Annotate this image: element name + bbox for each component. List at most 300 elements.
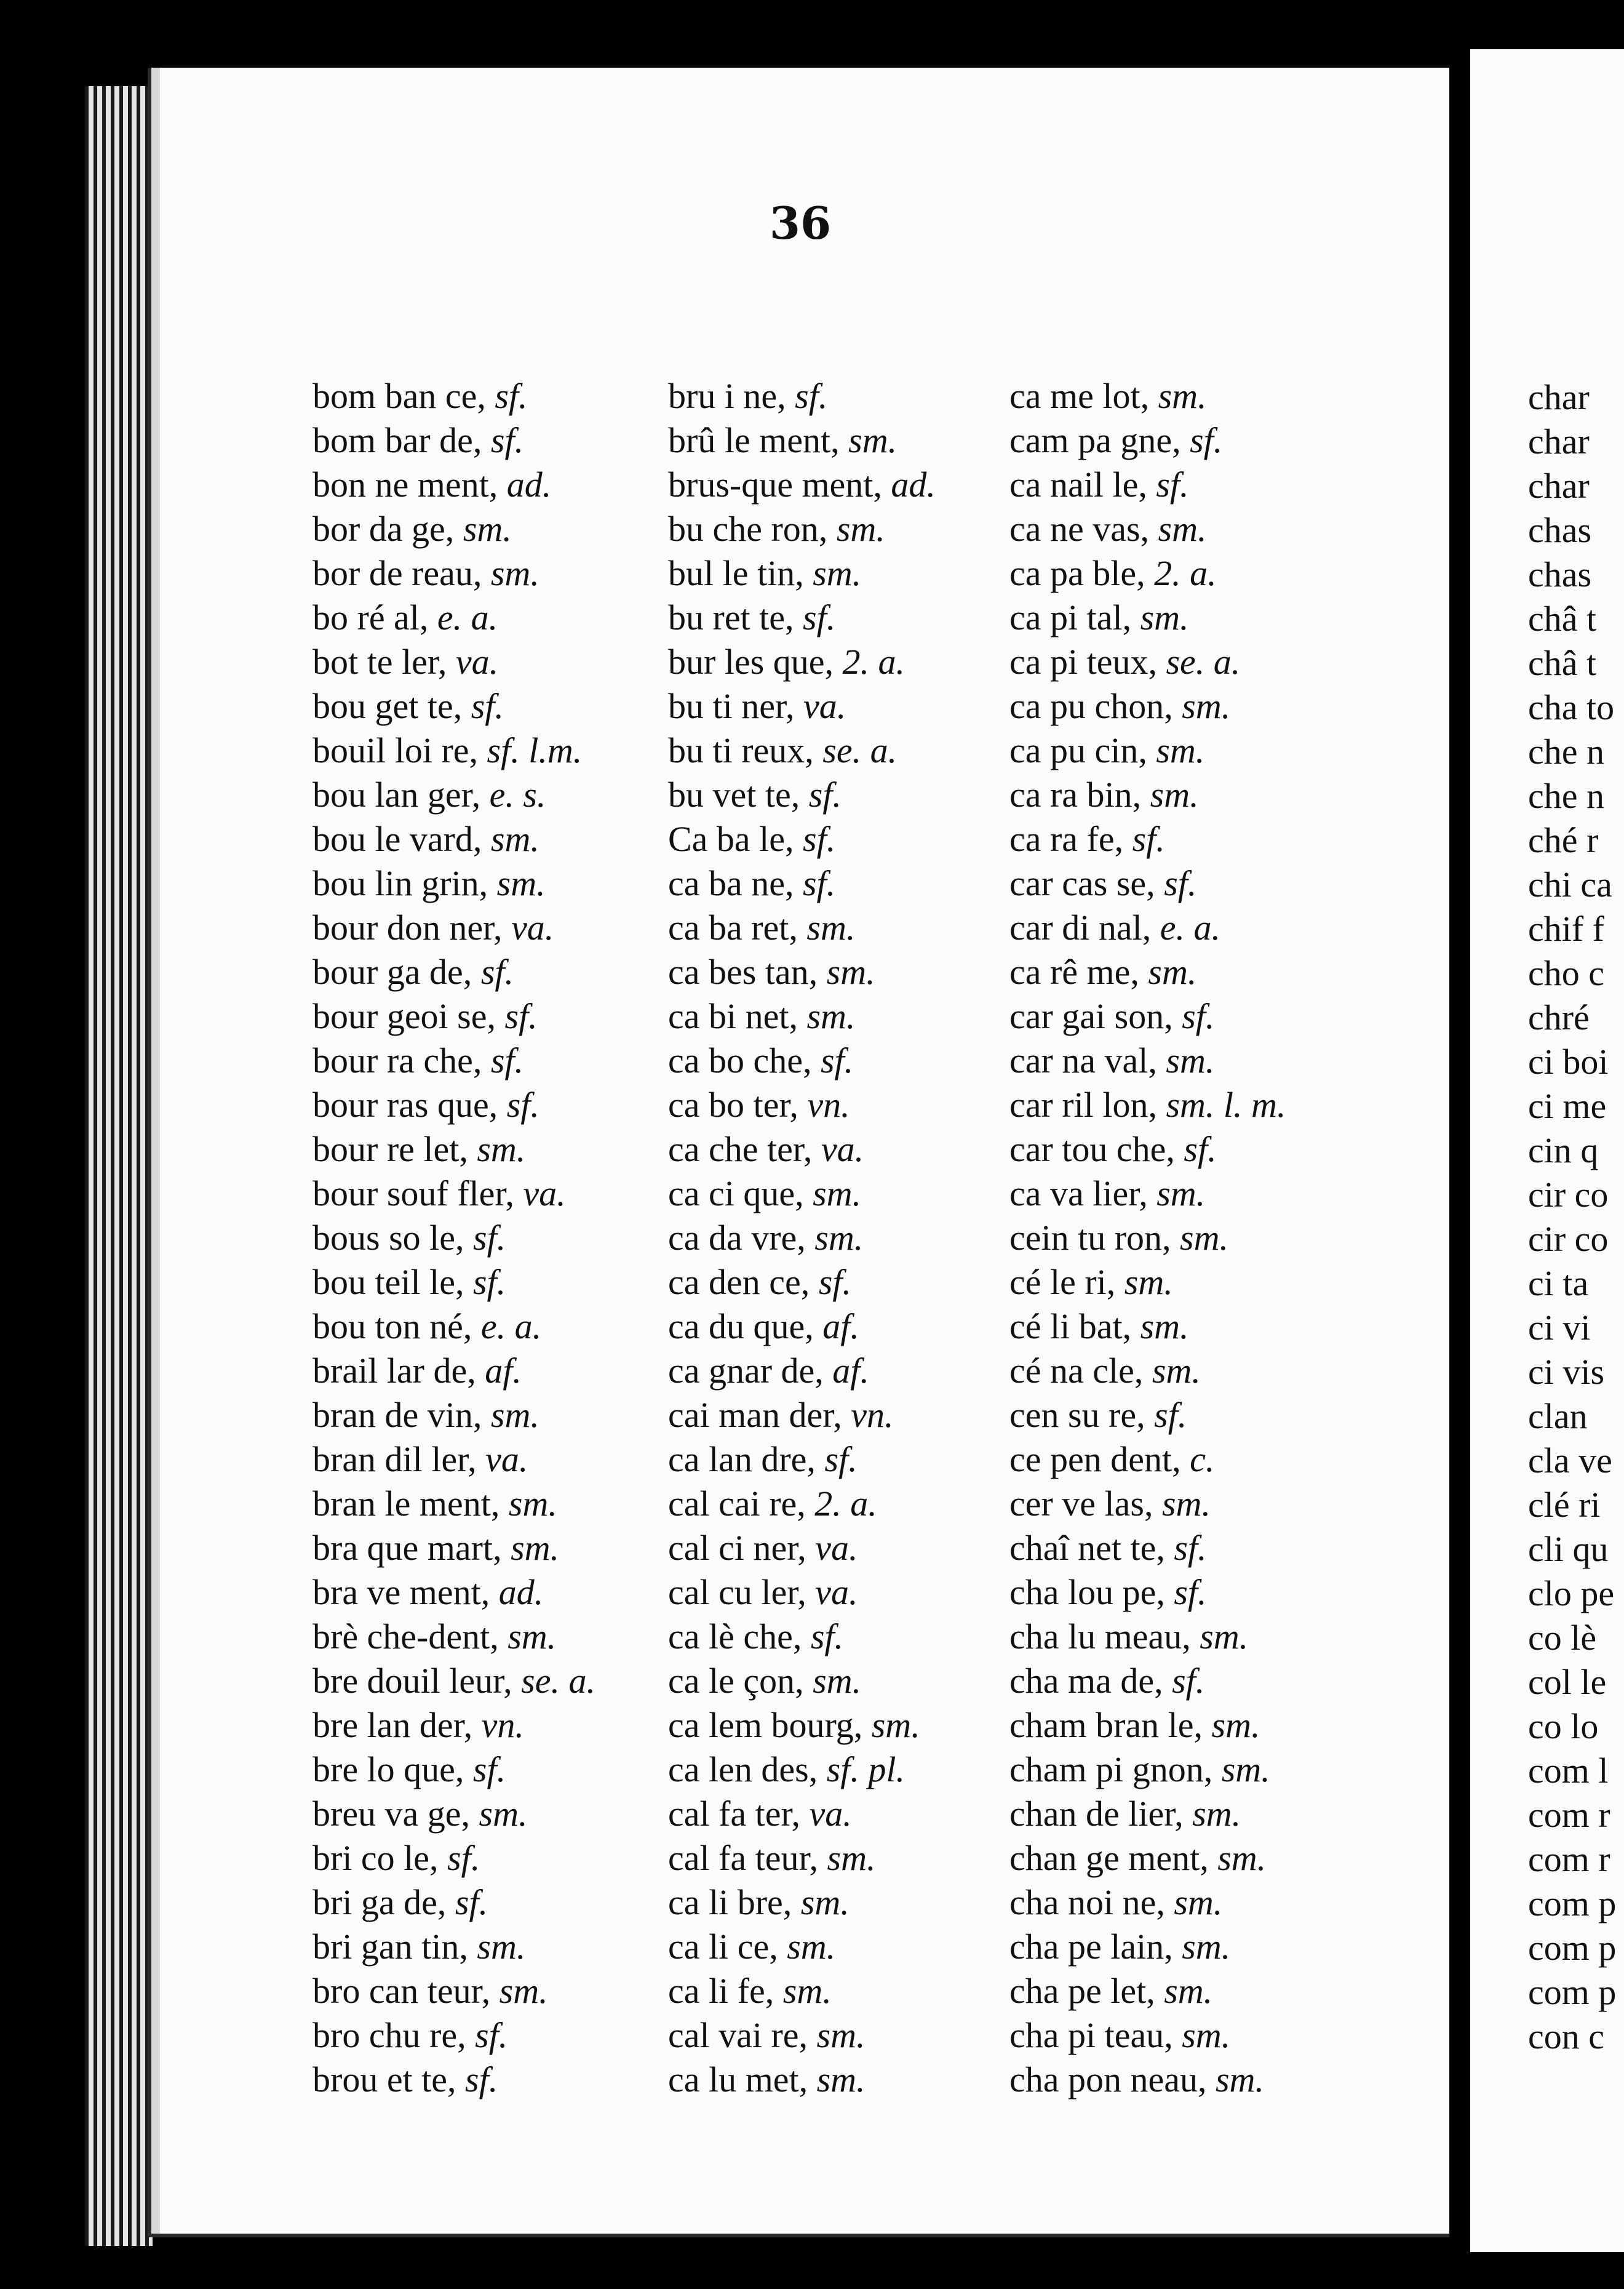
part-of-speech: sm.: [816, 2015, 866, 2055]
part-of-speech: sm.: [816, 2059, 866, 2099]
part-of-speech: sm.: [1192, 1794, 1241, 1834]
adjacent-page-fragment: [1470, 49, 1624, 2252]
part-of-speech: sm.: [1158, 376, 1207, 416]
word-entry: [668, 1304, 936, 1349]
syllabified-word: cham pi gnon,: [1009, 1749, 1213, 1789]
word-entry: [668, 640, 936, 684]
part-of-speech: sf.: [490, 1041, 524, 1081]
syllabified-word: cham bran le,: [1009, 1705, 1203, 1745]
adjacent-word-fragment: che n: [1528, 776, 1604, 816]
part-of-speech: va.: [485, 1439, 528, 1479]
part-of-speech: sm.: [1221, 1749, 1270, 1789]
part-of-speech: sf.: [803, 597, 836, 637]
word-entry: [1009, 1969, 1286, 2013]
page-number: 36: [769, 197, 832, 249]
syllabified-word: brus-que ment,: [668, 465, 882, 505]
syllabified-word: bous so le,: [312, 1218, 464, 1258]
part-of-speech: sm. l. m.: [1166, 1085, 1286, 1125]
adjacent-word-fragment: clo pe: [1528, 1573, 1615, 1613]
part-of-speech: sf.: [490, 420, 524, 460]
part-of-speech: sm.: [1156, 730, 1205, 770]
part-of-speech: va.: [821, 1129, 864, 1169]
adjacent-word-fragment: cli qu: [1528, 1529, 1609, 1569]
word-entry: [1009, 1792, 1286, 1836]
word-entry: [312, 684, 595, 729]
word-column-2: [668, 374, 936, 2102]
syllabified-word: bot te ler,: [312, 642, 447, 682]
syllabified-word: cen su re,: [1009, 1395, 1145, 1435]
word-entry: [1009, 2013, 1286, 2058]
word-entry: [1009, 1659, 1286, 1703]
syllabified-word: bom bar de,: [312, 420, 482, 460]
syllabified-word: cha pon neau,: [1009, 2059, 1207, 2099]
syllabified-word: brail lar de,: [312, 1351, 476, 1391]
word-entry: [312, 1304, 595, 1349]
word-entry: [1009, 1216, 1286, 1260]
part-of-speech: sm.: [806, 996, 856, 1036]
word-column-3: [1009, 374, 1286, 2102]
part-of-speech: 2. a.: [814, 1484, 877, 1524]
word-entry: [668, 596, 936, 640]
syllabified-word: bour geoi se,: [312, 996, 496, 1036]
word-entry: [1009, 507, 1286, 551]
syllabified-word: bru i ne,: [668, 376, 786, 416]
adjacent-word-fragment: chas: [1528, 554, 1592, 594]
book-spine-edge: [85, 86, 153, 2246]
part-of-speech: 2. a.: [1154, 553, 1217, 593]
syllabified-word: car tou che,: [1009, 1129, 1175, 1169]
part-of-speech: sm.: [813, 1173, 862, 1213]
syllabified-word: ca li bre,: [668, 1882, 792, 1922]
syllabified-word: bul le tin,: [668, 553, 804, 593]
word-entry: [668, 1836, 936, 1880]
part-of-speech: sf.: [472, 1262, 506, 1302]
syllabified-word: ca lè che,: [668, 1616, 802, 1656]
syllabified-word: bom ban ce,: [312, 376, 486, 416]
word-entry: [312, 1703, 595, 1748]
syllabified-word: car ril lon,: [1009, 1085, 1157, 1125]
syllabified-word: bo ré al,: [312, 597, 429, 637]
word-column-1: [312, 374, 595, 2102]
word-entry: [668, 1349, 936, 1393]
word-entry: [668, 994, 936, 1039]
word-entry: [668, 1880, 936, 1925]
word-entry: [1009, 1260, 1286, 1304]
part-of-speech: sm.: [1140, 1306, 1189, 1346]
syllabified-word: bra ve ment,: [312, 1572, 490, 1612]
syllabified-word: cha ma de,: [1009, 1661, 1163, 1701]
syllabified-word: brû le ment,: [668, 420, 840, 460]
word-entry: [668, 1615, 936, 1659]
syllabified-word: car cas se,: [1009, 863, 1155, 903]
syllabified-word: cal fa teur,: [668, 1838, 819, 1878]
syllabified-word: ca ba ret,: [668, 908, 798, 948]
syllabified-word: cha noi ne,: [1009, 1882, 1165, 1922]
syllabified-word: car di nal,: [1009, 908, 1152, 948]
word-entry: [668, 1127, 936, 1172]
syllabified-word: ca che ter,: [668, 1129, 813, 1169]
word-entry: [668, 2058, 936, 2102]
syllabified-word: ca len des,: [668, 1749, 818, 1789]
part-of-speech: sm.: [813, 1661, 862, 1701]
adjacent-word-fragment: chré: [1528, 997, 1590, 1037]
part-of-speech: sm.: [848, 420, 898, 460]
word-entry: [1009, 773, 1286, 817]
word-entry: [1009, 950, 1286, 994]
word-entry: [668, 463, 936, 507]
word-entry: [312, 1792, 595, 1836]
part-of-speech: va.: [815, 1528, 858, 1568]
adjacent-word-fragment: co lo: [1528, 1706, 1599, 1746]
word-entry: [1009, 729, 1286, 773]
part-of-speech: sm.: [477, 1927, 526, 1967]
word-entry: [1009, 418, 1286, 463]
part-of-speech: sf.: [473, 1218, 506, 1258]
part-of-speech: sf.: [810, 1616, 844, 1656]
part-of-speech: sm.: [1215, 2059, 1264, 2099]
syllabified-word: cé le ri,: [1009, 1262, 1116, 1302]
part-of-speech: sm.: [1182, 686, 1231, 726]
syllabified-word: cam pa gne,: [1009, 420, 1181, 460]
part-of-speech: sm.: [1164, 1971, 1213, 2011]
part-of-speech: sm.: [826, 952, 875, 992]
syllabified-word: ca pi tal,: [1009, 597, 1132, 637]
word-entry: [668, 1083, 936, 1127]
part-of-speech: va.: [523, 1173, 566, 1213]
part-of-speech: se. a.: [822, 730, 898, 770]
syllabified-word: bri ga de,: [312, 1882, 447, 1922]
part-of-speech: sf.: [818, 1262, 851, 1302]
syllabified-word: bour ga de,: [312, 952, 472, 992]
part-of-speech: e. a.: [1160, 908, 1221, 948]
word-entry: [668, 1039, 936, 1083]
word-entry: [1009, 463, 1286, 507]
part-of-speech: sm.: [477, 1129, 526, 1169]
adjacent-word-fragment: char: [1528, 421, 1590, 461]
syllabified-word: ca nail le,: [1009, 465, 1147, 505]
part-of-speech: sf.: [1156, 465, 1189, 505]
part-of-speech: sm.: [499, 1971, 548, 2011]
syllabified-word: bou get te,: [312, 686, 463, 726]
syllabified-word: ca pi teux,: [1009, 642, 1157, 682]
syllabified-word: cha pe lain,: [1009, 1927, 1173, 1967]
word-entry: [1009, 374, 1286, 418]
syllabified-word: ca lem bourg,: [668, 1705, 863, 1745]
adjacent-word-fragment: cho c: [1528, 953, 1604, 993]
syllabified-word: cha lou pe,: [1009, 1572, 1165, 1612]
part-of-speech: sf.: [1132, 819, 1165, 859]
syllabified-word: car gai son,: [1009, 996, 1173, 1036]
syllabified-word: breu va ge,: [312, 1794, 471, 1834]
part-of-speech: sm.: [806, 908, 856, 948]
part-of-speech: sf. l.m.: [487, 730, 583, 770]
word-entry: [312, 1039, 595, 1083]
syllabified-word: cal vai re,: [668, 2015, 808, 2055]
word-entry: [1009, 1393, 1286, 1437]
word-entry: [668, 817, 936, 861]
part-of-speech: se. a.: [521, 1661, 595, 1701]
word-entry: [312, 1615, 595, 1659]
part-of-speech: sf.: [471, 686, 504, 726]
part-of-speech: sf.: [495, 376, 528, 416]
part-of-speech: sm.: [1174, 1882, 1223, 1922]
syllabified-word: chan de lier,: [1009, 1794, 1184, 1834]
word-entry: [312, 1836, 595, 1880]
word-entry: [1009, 906, 1286, 950]
syllabified-word: ca ci que,: [668, 1173, 804, 1213]
part-of-speech: sf.: [1190, 420, 1223, 460]
syllabified-word: brè che-dent,: [312, 1616, 499, 1656]
syllabified-word: bran de vin,: [312, 1395, 482, 1435]
word-entry: [312, 1570, 595, 1615]
word-entry: [312, 1482, 595, 1526]
part-of-speech: sm.: [1161, 1484, 1211, 1524]
syllabified-word: bran le ment,: [312, 1484, 500, 1524]
word-entry: [668, 729, 936, 773]
syllabified-word: cé na cle,: [1009, 1351, 1144, 1391]
part-of-speech: sm.: [800, 1882, 850, 1922]
syllabified-word: bre lo que,: [312, 1749, 464, 1789]
syllabified-word: chaî net te,: [1009, 1528, 1165, 1568]
part-of-speech: sf.: [504, 996, 538, 1036]
word-entry: [1009, 596, 1286, 640]
word-entry: [1009, 1304, 1286, 1349]
word-entry: [1009, 551, 1286, 596]
syllabified-word: bu ti ner,: [668, 686, 795, 726]
part-of-speech: sm.: [1182, 2015, 1231, 2055]
part-of-speech: c.: [1190, 1439, 1215, 1479]
syllabified-word: ca pu chon,: [1009, 686, 1173, 726]
part-of-speech: sf.: [795, 376, 828, 416]
word-entry: [312, 1925, 595, 1969]
syllabified-word: ca gnar de,: [668, 1351, 824, 1391]
word-entry: [1009, 1039, 1286, 1083]
syllabified-word: bouil loi re,: [312, 730, 479, 770]
word-entry: [668, 1570, 936, 1615]
word-entry: [312, 418, 595, 463]
part-of-speech: sm.: [787, 1927, 836, 1967]
word-entry: [312, 906, 595, 950]
word-entry: [668, 1792, 936, 1836]
word-entry: [668, 773, 936, 817]
adjacent-word-fragment: ci boi: [1528, 1042, 1609, 1082]
part-of-speech: sm.: [496, 863, 546, 903]
word-entry: [1009, 1836, 1286, 1880]
word-entry: [312, 1393, 595, 1437]
part-of-speech: sm.: [1158, 509, 1207, 549]
adjacent-word-fragment: clan: [1528, 1396, 1588, 1436]
part-of-speech: sm.: [1217, 1838, 1267, 1878]
word-entry: [1009, 1925, 1286, 1969]
part-of-speech: sf.: [506, 1085, 539, 1125]
syllabified-word: cal cai re,: [668, 1484, 806, 1524]
word-entry: [312, 374, 595, 418]
syllabified-word: ca me lot,: [1009, 376, 1150, 416]
word-entry: [1009, 1482, 1286, 1526]
word-entry: [1009, 1526, 1286, 1570]
syllabified-word: bou lin grin,: [312, 863, 488, 903]
part-of-speech: sf.: [480, 952, 514, 992]
syllabified-word: bra que mart,: [312, 1528, 502, 1568]
syllabified-word: ca bi net,: [668, 996, 798, 1036]
part-of-speech: sf.: [1182, 996, 1215, 1036]
syllabified-word: ca li ce,: [668, 1927, 778, 1967]
syllabified-word: ca pa ble,: [1009, 553, 1145, 593]
word-entry: [1009, 1880, 1286, 1925]
syllabified-word: bu che ron,: [668, 509, 828, 549]
word-entry: [312, 773, 595, 817]
word-entry: [668, 1216, 936, 1260]
syllabified-word: bur les que,: [668, 642, 834, 682]
syllabified-word: bour ras que,: [312, 1085, 498, 1125]
adjacent-word-fragment: chas: [1528, 510, 1592, 550]
word-entry: [668, 551, 936, 596]
word-entry: [668, 1659, 936, 1703]
adjacent-word-fragment: ci me: [1528, 1086, 1607, 1126]
syllabified-word: bou lan ger,: [312, 775, 481, 815]
syllabified-word: bre douil leur,: [312, 1661, 512, 1701]
word-entry: [312, 950, 595, 994]
word-entry: [1009, 1703, 1286, 1748]
part-of-speech: sf.: [1172, 1661, 1205, 1701]
part-of-speech: sf.: [808, 775, 842, 815]
adjacent-word-fragment: com r: [1528, 1795, 1610, 1835]
word-entry: [1009, 1083, 1286, 1127]
word-entry: [312, 1260, 595, 1304]
syllabified-word: bri gan tin,: [312, 1927, 468, 1967]
syllabified-word: ca ra bin,: [1009, 775, 1142, 815]
adjacent-page-column: [1528, 375, 1616, 2059]
syllabified-word: ca lu met,: [668, 2059, 808, 2099]
word-entry: [312, 551, 595, 596]
word-entry: [1009, 1615, 1286, 1659]
part-of-speech: sm.: [490, 553, 539, 593]
word-entry: [312, 2058, 595, 2102]
part-of-speech: sm.: [1140, 597, 1189, 637]
adjacent-word-fragment: clé ri: [1528, 1485, 1601, 1525]
part-of-speech: sf.: [475, 2015, 508, 2055]
syllabified-word: cha lu meau,: [1009, 1616, 1191, 1656]
syllabified-word: ca ba ne,: [668, 863, 794, 903]
word-entry: [668, 861, 936, 906]
part-of-speech: sm.: [813, 553, 862, 593]
part-of-speech: sf.: [1164, 863, 1197, 903]
part-of-speech: sm.: [1124, 1262, 1173, 1302]
word-entry: [1009, 1748, 1286, 1792]
syllabified-word: car na val,: [1009, 1041, 1157, 1081]
word-entry: [668, 1526, 936, 1570]
part-of-speech: sf.: [820, 1041, 854, 1081]
syllabified-word: cha pe let,: [1009, 1971, 1155, 2011]
part-of-speech: sf.: [447, 1838, 480, 1878]
adjacent-word-fragment: ci vis: [1528, 1352, 1605, 1392]
syllabified-word: ca va lier,: [1009, 1173, 1148, 1213]
syllabified-word: bou le vard,: [312, 819, 482, 859]
syllabified-word: ca li fe,: [668, 1971, 774, 2011]
syllabified-word: bou teil le,: [312, 1262, 464, 1302]
word-entry: [312, 1880, 595, 1925]
syllabified-word: bro chu re,: [312, 2015, 466, 2055]
part-of-speech: af.: [832, 1351, 869, 1391]
part-of-speech: ad.: [498, 1572, 544, 1612]
syllabified-word: cal fa ter,: [668, 1794, 801, 1834]
part-of-speech: sf.: [803, 819, 836, 859]
syllabified-word: bri co le,: [312, 1838, 439, 1878]
adjacent-word-fragment: che n: [1528, 732, 1604, 772]
word-entry: [668, 1482, 936, 1526]
part-of-speech: sm.: [1200, 1616, 1249, 1656]
part-of-speech: sm.: [827, 1838, 876, 1878]
part-of-speech: va.: [809, 1794, 852, 1834]
adjacent-word-fragment: châ t: [1528, 599, 1597, 639]
part-of-speech: sf.: [824, 1439, 858, 1479]
word-entry: [1009, 994, 1286, 1039]
adjacent-word-fragment: châ t: [1528, 643, 1597, 683]
syllabified-word: cer ve las,: [1009, 1484, 1153, 1524]
adjacent-word-fragment: char: [1528, 377, 1590, 417]
adjacent-word-fragment: com p: [1528, 1884, 1617, 1923]
word-entry: [1009, 2058, 1286, 2102]
word-entry: [312, 2013, 595, 2058]
adjacent-word-fragment: com r: [1528, 1839, 1610, 1879]
adjacent-word-fragment: chi ca: [1528, 865, 1612, 905]
part-of-speech: sm.: [1166, 1041, 1215, 1081]
word-entry: [312, 994, 595, 1039]
part-of-speech: sm.: [1180, 1218, 1228, 1258]
word-entry: [668, 1969, 936, 2013]
word-entry: [1009, 640, 1286, 684]
word-entry: [668, 1703, 936, 1748]
word-entry: [668, 906, 936, 950]
syllabified-word: ca ra fe,: [1009, 819, 1124, 859]
syllabified-word: cai man der,: [668, 1395, 842, 1435]
syllabified-word: cal ci ner,: [668, 1528, 806, 1568]
syllabified-word: ca bo ter,: [668, 1085, 798, 1125]
part-of-speech: sf.: [465, 2059, 498, 2099]
syllabified-word: bre lan der,: [312, 1705, 473, 1745]
word-entry: [1009, 1349, 1286, 1393]
syllabified-word: ca da vre,: [668, 1218, 806, 1258]
part-of-speech: af.: [822, 1306, 859, 1346]
word-entry: [668, 1172, 936, 1216]
syllabified-word: bor de reau,: [312, 553, 482, 593]
part-of-speech: 2. a.: [842, 642, 905, 682]
word-entry: [668, 374, 936, 418]
syllabified-word: ca le çon,: [668, 1661, 804, 1701]
word-entry: [312, 1172, 595, 1216]
syllabified-word: ca ne vas,: [1009, 509, 1150, 549]
word-entry: [312, 507, 595, 551]
syllabified-word: ca lan dre,: [668, 1439, 816, 1479]
word-entry: [312, 729, 595, 773]
adjacent-word-fragment: com p: [1528, 1928, 1617, 1968]
word-entry: [312, 1127, 595, 1172]
adjacent-word-fragment: cin q: [1528, 1130, 1599, 1170]
adjacent-word-fragment: col le: [1528, 1662, 1607, 1702]
part-of-speech: sm.: [871, 1705, 920, 1745]
word-entry: [312, 1216, 595, 1260]
part-of-speech: vn.: [481, 1705, 524, 1745]
part-of-speech: e. s.: [489, 775, 546, 815]
word-entry: [1009, 684, 1286, 729]
part-of-speech: sm.: [836, 509, 885, 549]
syllabified-word: bon ne ment,: [312, 465, 498, 505]
word-entry: [312, 1526, 595, 1570]
syllabified-word: ca bo che,: [668, 1041, 812, 1081]
word-entry: [312, 463, 595, 507]
part-of-speech: sf.: [802, 863, 836, 903]
syllabified-word: ca rê me,: [1009, 952, 1139, 992]
